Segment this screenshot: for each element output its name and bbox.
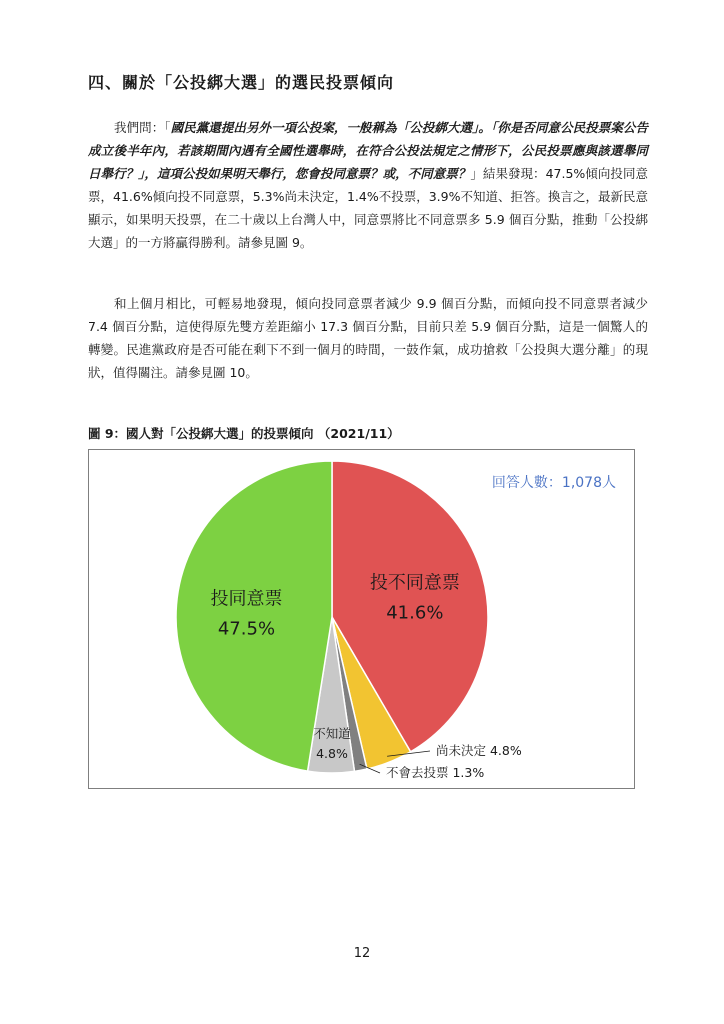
page-number: 12 bbox=[353, 946, 371, 961]
slice-label-2: 不會去投票 1.3% bbox=[386, 765, 485, 780]
slice-label-3: 不知道 bbox=[313, 726, 351, 741]
slice-value-0: 41.6% bbox=[386, 602, 444, 624]
slice-value-4: 47.5% bbox=[217, 618, 276, 640]
slice-label-4: 投同意票 bbox=[210, 588, 283, 610]
para1-suffix: 」結果發現：47.5%傾向投同意票，41.6%傾向投不同意票，5.3%尚未決定，1.4%不投票，3.9%不知道、拒答。換言之，最新民意顯示，如果明天投票，在二十歲以上台灣人中，同意票將比不同意票多 5.9 個百分點，推動「公投綁大選」的一方將贏得勝利。請參見圖 9。 bbox=[88, 166, 648, 250]
slice-label-1: 尚未決定 4.8% bbox=[436, 743, 522, 758]
survey-question: 國民黨還提出另外一項公投案，一般稱為「公投綁大選」。「你是否同意公民投票案公告成立後半年內，若該期間內遇有全國性選舉時，在符合公投法規定之情形下，公民投票應與該選舉同日舉行？」，這項公投如果明天舉行，您會投同意票？或，不同意票？ bbox=[88, 120, 648, 181]
slice-label-0: 投不同意票 bbox=[369, 572, 460, 594]
pie-chart-frame bbox=[88, 449, 635, 789]
section-heading: 四、關於「公投綁大選」的選民投票傾向 bbox=[88, 73, 395, 92]
respondents-annotation: 回答人數：1,078人 bbox=[491, 475, 616, 491]
pie-chart bbox=[89, 450, 636, 790]
slice-value-3: 4.8% bbox=[316, 746, 348, 761]
paragraph-2: 和上個月相比，可輕易地發現，傾向投同意票者減少 9.9 個百分點，而傾向投不同意票者減少 7.4 個百分點，這使得原先雙方差距縮小 17.3 個百分點，目前只差 5.9 個百分點，這是一個驚人的轉變。民進黨政府是否可能在剩下不到一個月的時間，一鼓作氣，成功搶救「公投與大選分離」的現狀，值得關注。請參見圖 10。 bbox=[88, 296, 648, 380]
figure-caption: 圖 9：國人對「公投綁大選」的投票傾向 （2021/11） bbox=[88, 426, 400, 441]
paragraph-1 bbox=[88, 116, 648, 254]
para1-prefix: 我們問：「 bbox=[114, 120, 171, 135]
pie-slice-4 bbox=[176, 461, 332, 771]
